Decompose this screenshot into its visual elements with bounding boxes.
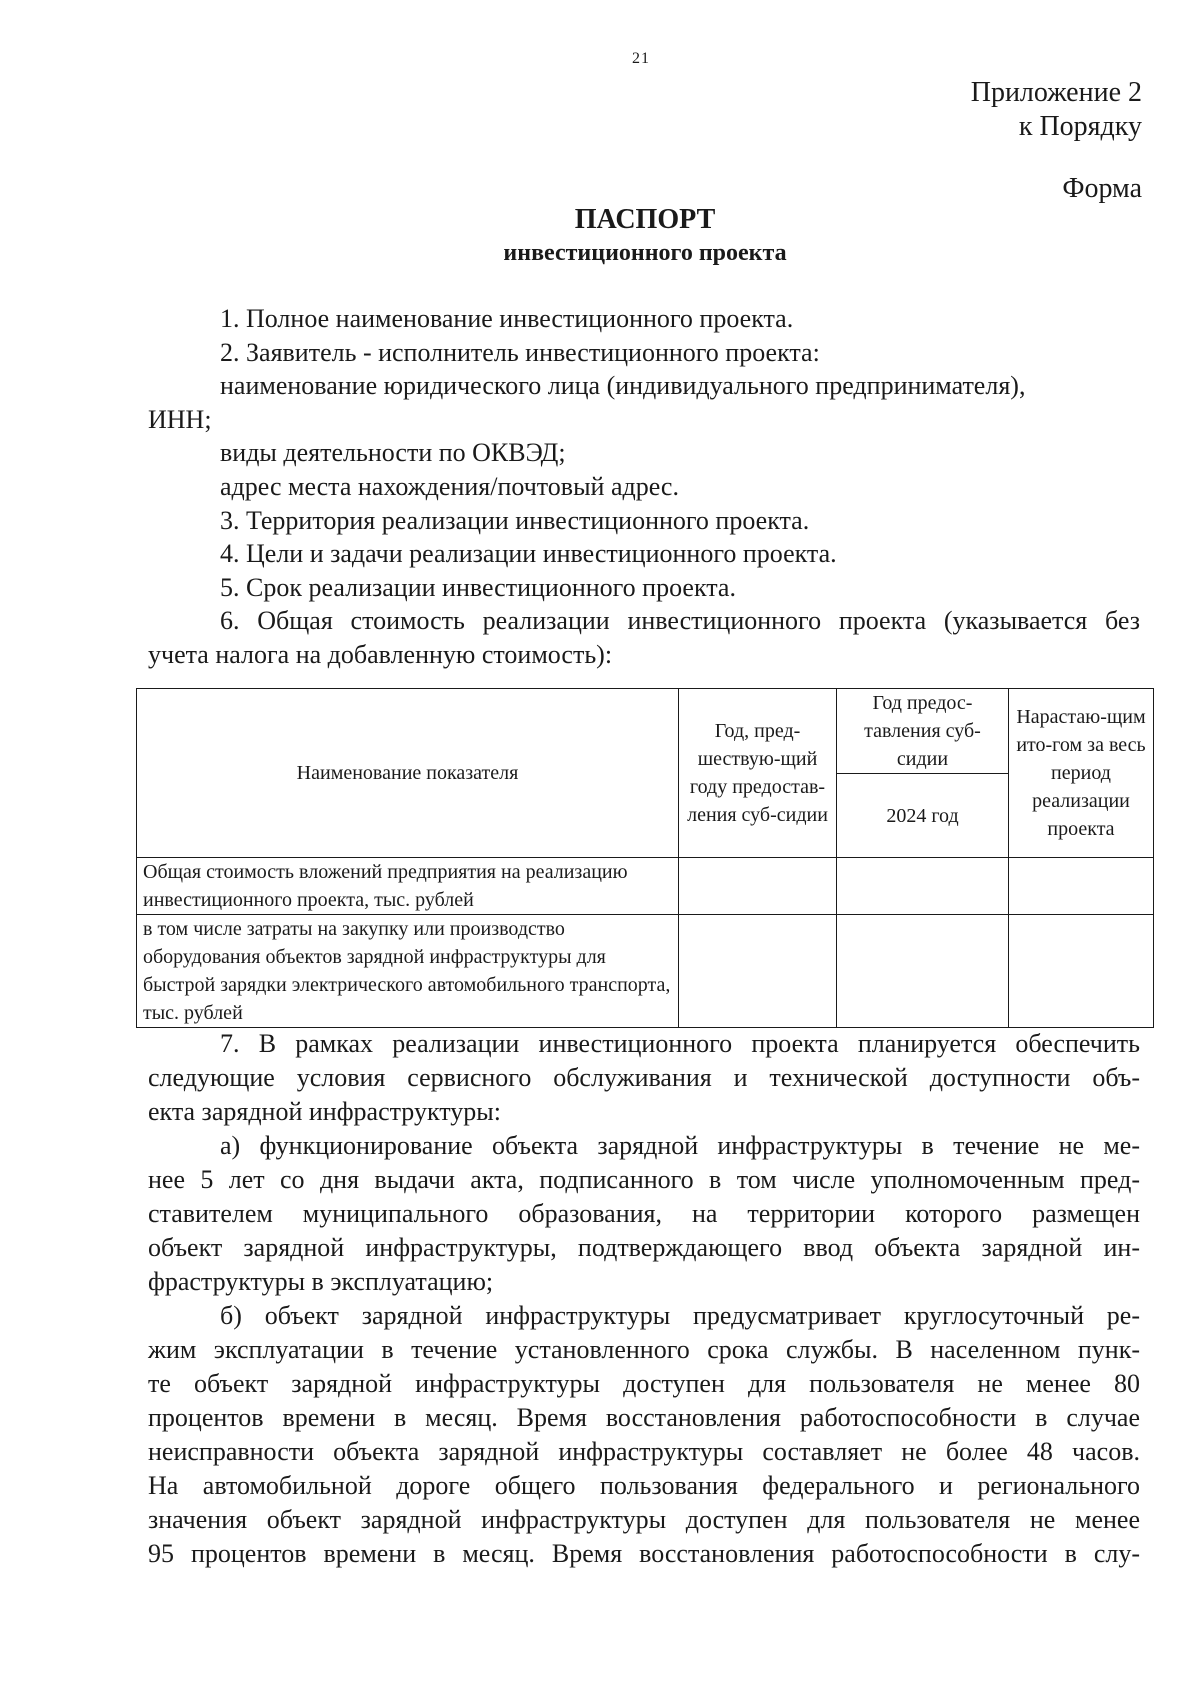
appendix-line-2: к Порядку [1018, 111, 1142, 142]
row-total [1009, 858, 1154, 915]
item-2-address: адрес места нахождения/почтовый адрес. [220, 471, 679, 501]
table-row [137, 858, 1154, 915]
item-1: 1. Полное наименование инвестиционного проекта. [220, 304, 794, 333]
form-label: Форма [1062, 173, 1142, 204]
s7-line: жим эксплуатации в течение установленного срока службы. В населенном пунк- [148, 1335, 1140, 1364]
passport-items [148, 302, 1140, 672]
section-7 [148, 1027, 1140, 1571]
s7-line: следующие условия сервисного обслуживания и технической доступности объ- [148, 1063, 1140, 1092]
item-2-okved: виды деятельности по ОКВЭД; [220, 438, 566, 468]
s7-line: б) объект зарядной инфраструктуры предусматривает круглосуточный ре- [220, 1301, 1140, 1330]
s7-line: ставителем муниципального образования, на территории которого размещен [148, 1199, 1140, 1228]
s7-line: 7. В рамках реализации инвестиционного проекта планируется обеспечить [220, 1029, 1140, 1058]
header-indicator: Наименование показателя [137, 689, 679, 858]
s7-line: а) функционирование объекта зарядной инфраструктуры в течение не ме- [220, 1131, 1140, 1160]
row-total [1009, 915, 1154, 1028]
item-5: 5. Срок реализации инвестиционного проекта. [220, 572, 736, 602]
item-2-name: наименование юридического лица (индивидуального предпринимателя), [220, 371, 1026, 401]
row-prev [679, 858, 837, 915]
s7-line: объект зарядной инфраструктуры, подтверждающего ввод объекта зарядной ин- [148, 1233, 1140, 1262]
header-prev-year: Год, пред-шествую-щий году предостав-ления суб-сидии [679, 689, 837, 858]
s7-line: фраструктуры в эксплуатацию; [148, 1267, 494, 1296]
item-3: 3. Территория реализации инвестиционного проекта. [220, 505, 810, 535]
page-number: 21 [632, 50, 650, 67]
item-4: 4. Цели и задачи реализации инвестиционного проекта. [220, 539, 837, 569]
table-row [137, 915, 1154, 1028]
s7-line: значения объект зарядной инфраструктуры доступен для пользователя не менее [148, 1505, 1140, 1534]
s7-line: неисправности объекта зарядной инфраструктуры составляет не более 48 часов. [148, 1437, 1140, 1466]
appendix-line-1: Приложение 2 [970, 77, 1142, 108]
header-subsidy-year-value: 2024 год [837, 774, 1009, 858]
item-2-inn: ИНН; [148, 404, 212, 434]
item-6: 6. Общая стоимость реализации инвестиционного проекта (указывается без [220, 606, 1140, 636]
appendix-header [971, 76, 1142, 144]
row-name: Общая стоимость вложений предприятия на реализацию инвестиционного проекта, тыс. рублей [137, 858, 679, 915]
s7-line: На автомобильной дороге общего пользования федерального и регионального [148, 1471, 1140, 1500]
s7-line: екта зарядной инфраструктуры: [148, 1097, 501, 1126]
header-subsidy-year: Год предос-тавления суб-сидии [837, 689, 1009, 774]
s7-line: процентов времени в месяц. Время восстановления работоспособности в случае [148, 1403, 1140, 1432]
header-cumulative: Нарастаю-щим ито-гом за весь период реализации проекта [1009, 689, 1154, 858]
document-subtitle: инвестиционного проекта [503, 240, 787, 266]
item-2: 2. Заявитель - исполнитель инвестиционного проекта: [220, 337, 820, 367]
s7-line: те объект зарядной инфраструктуры доступен для пользователя не менее 80 [148, 1369, 1140, 1398]
row-prev [679, 915, 837, 1028]
item-6-cont: учета налога на добавленную стоимость): [148, 639, 613, 669]
document-title: ПАСПОРТ [574, 204, 716, 235]
row-subsidy [837, 858, 1009, 915]
row-name: в том числе затраты на закупку или производство оборудования объектов зарядной инфраструктуры для быстрой зарядки электрического автомобильного транспорта, тыс. рублей [137, 915, 679, 1028]
s7-line: 95 процентов времени в месяц. Время восстановления работоспособности в слу- [148, 1539, 1140, 1568]
cost-table [136, 688, 1154, 1028]
s7-line: нее 5 лет со дня выдачи акта, подписанного в том числе уполномоченным пред- [148, 1165, 1140, 1194]
row-subsidy [837, 915, 1009, 1028]
